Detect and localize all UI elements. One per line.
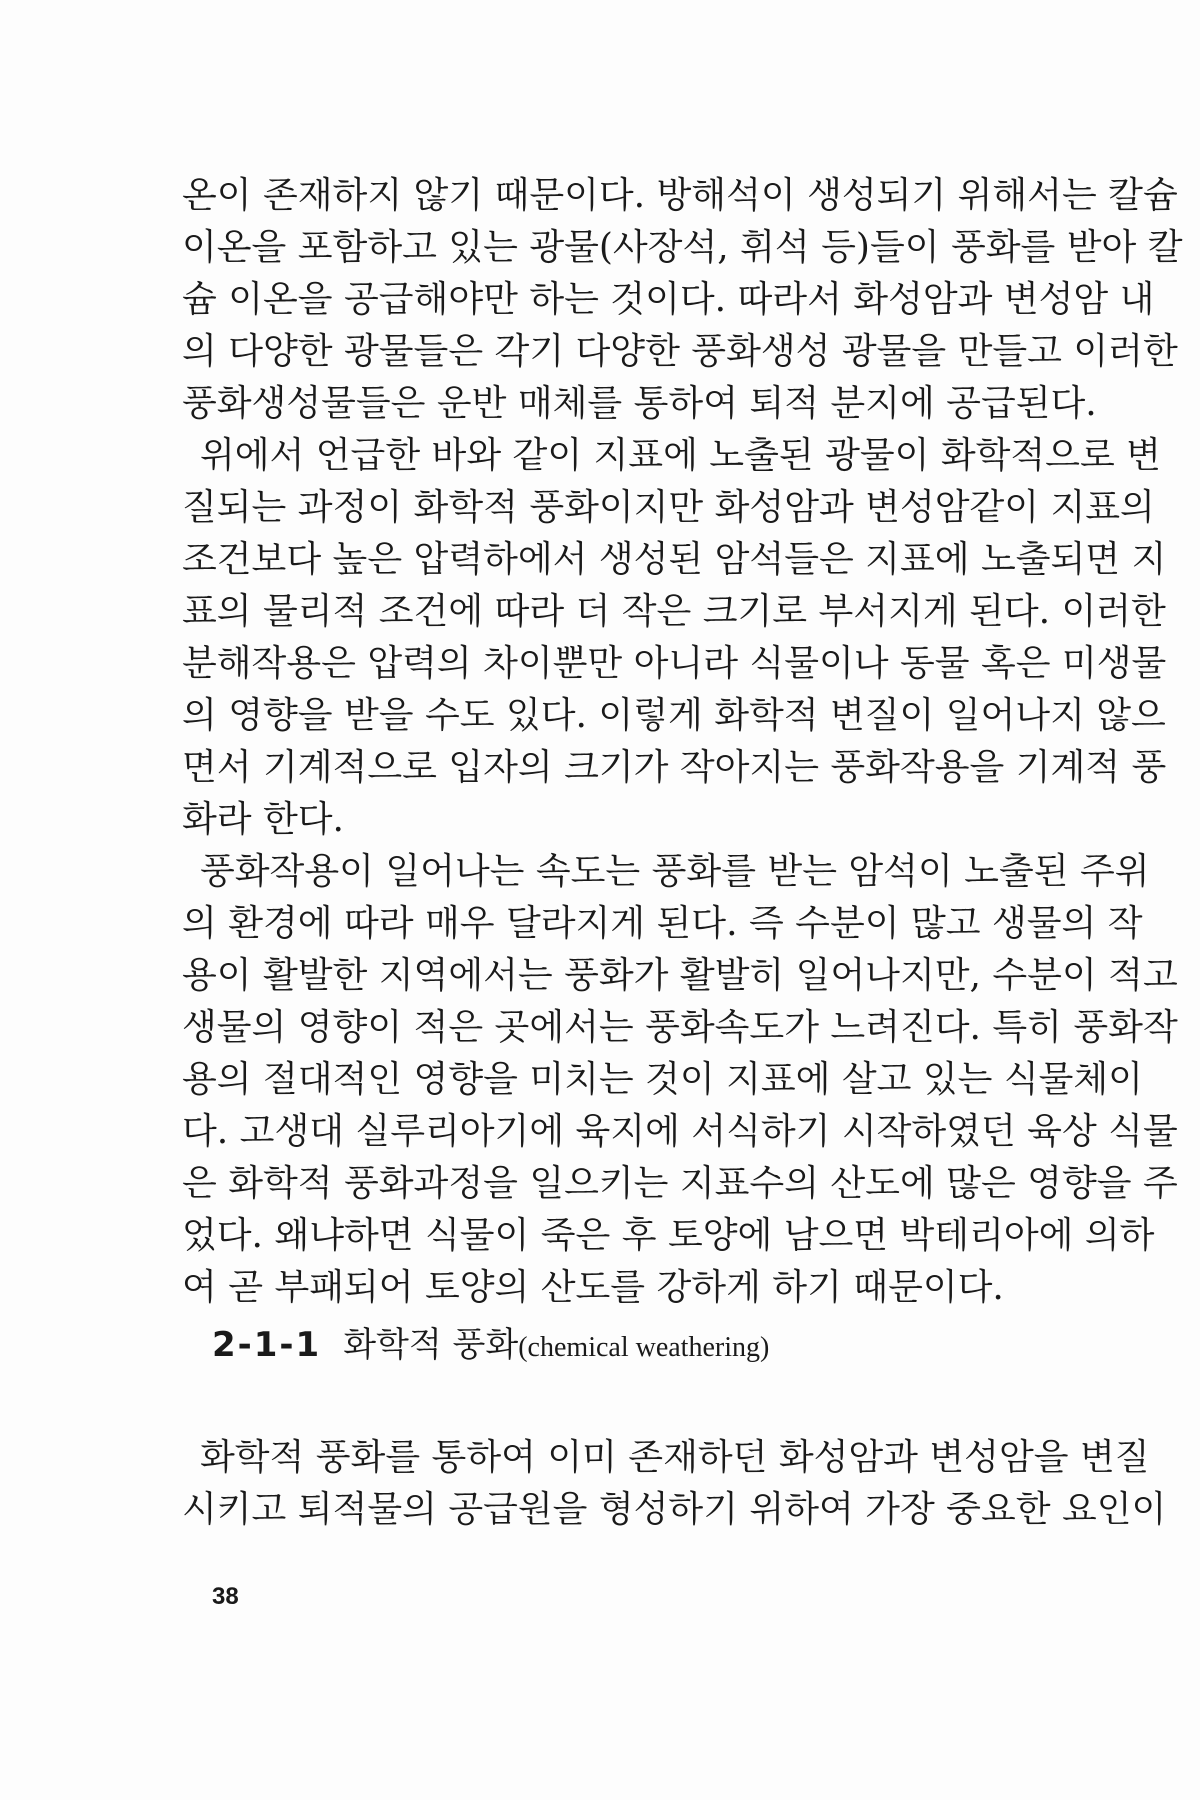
section-number: 2-1-1 [212, 1325, 322, 1365]
body-text-bottom [182, 1432, 1167, 1536]
text-line: 위에서 언급한 바와 같이 지표에 노출된 광물이 화학적으로 변 [200, 435, 1161, 476]
text-line: 용의 절대적인 영향을 미치는 것이 지표에 살고 있는 식물체이 [182, 1059, 1143, 1100]
text-line: 풍화작용이 일어나는 속도는 풍화를 받는 암석이 노출된 주위 [200, 851, 1150, 892]
text-line: 다. 고생대 실루리아기에 육지에 서식하기 시작하였던 육상 식물 [182, 1111, 1178, 1152]
text-line: 슘 이온을 공급해야만 하는 것이다. 따라서 화성암과 변성암 내 [182, 279, 1155, 320]
text-line: 이온을 포함하고 있는 광물(사장석, 휘석 등)들이 풍화를 받아 칼 [182, 227, 1183, 268]
text-line: 화학적 풍화를 통하여 이미 존재하던 화성암과 변성암을 변질 [200, 1437, 1150, 1478]
page-number: 38 [212, 1583, 239, 1610]
text-line: 었다. 왜냐하면 식물이 죽은 후 토양에 남으면 박테리아에 의하 [182, 1215, 1155, 1256]
text-line: 여 곧 부패되어 토양의 산도를 강하게 하기 때문이다. [182, 1267, 1004, 1308]
text-line: 풍화생성물들은 운반 매체를 통하여 퇴적 분지에 공급된다. [182, 383, 1097, 424]
text-line: 용이 활발한 지역에서는 풍화가 활발히 일어나지만, 수분이 적고 [182, 955, 1178, 996]
text-line: 의 환경에 따라 매우 달라지게 된다. 즉 수분이 많고 생물의 작 [182, 903, 1143, 944]
text-line: 표의 물리적 조건에 따라 더 작은 크기로 부서지게 된다. 이러한 [182, 591, 1166, 632]
text-line: 온이 존재하지 않기 때문이다. 방해석이 생성되기 위해서는 칼슘 [182, 175, 1178, 216]
text-line: 은 화학적 풍화과정을 일으키는 지표수의 산도에 많은 영향을 주 [182, 1163, 1178, 1204]
body-text-top [182, 170, 1183, 1314]
section-title-english: (chemical weathering) [518, 1332, 770, 1363]
section-title-korean: 화학적 풍화 [343, 1325, 519, 1365]
text-line: 분해작용은 압력의 차이뿐만 아니라 식물이나 동물 혹은 미생물 [182, 643, 1167, 684]
text-line: 조건보다 높은 압력하에서 생성된 암석들은 지표에 노출되면 지 [182, 539, 1167, 580]
text-line: 시키고 퇴적물의 공급원을 형성하기 위하여 가장 중요한 요인이 [182, 1489, 1167, 1530]
text-line: 의 다양한 광물들은 각기 다양한 풍화생성 광물을 만들고 이러한 [182, 331, 1178, 372]
text-line: 의 영향을 받을 수도 있다. 이렇게 화학적 변질이 일어나지 않으 [182, 695, 1166, 736]
section-heading [212, 1322, 769, 1371]
text-line: 질되는 과정이 화학적 풍화이지만 화성암과 변성암같이 지표의 [182, 487, 1155, 528]
text-line: 화라 한다. [182, 799, 344, 840]
text-line: 면서 기계적으로 입자의 크기가 작아지는 풍화작용을 기계적 풍 [182, 747, 1167, 788]
text-line: 생물의 영향이 적은 곳에서는 풍화속도가 느려진다. 특히 풍화작 [182, 1007, 1178, 1048]
